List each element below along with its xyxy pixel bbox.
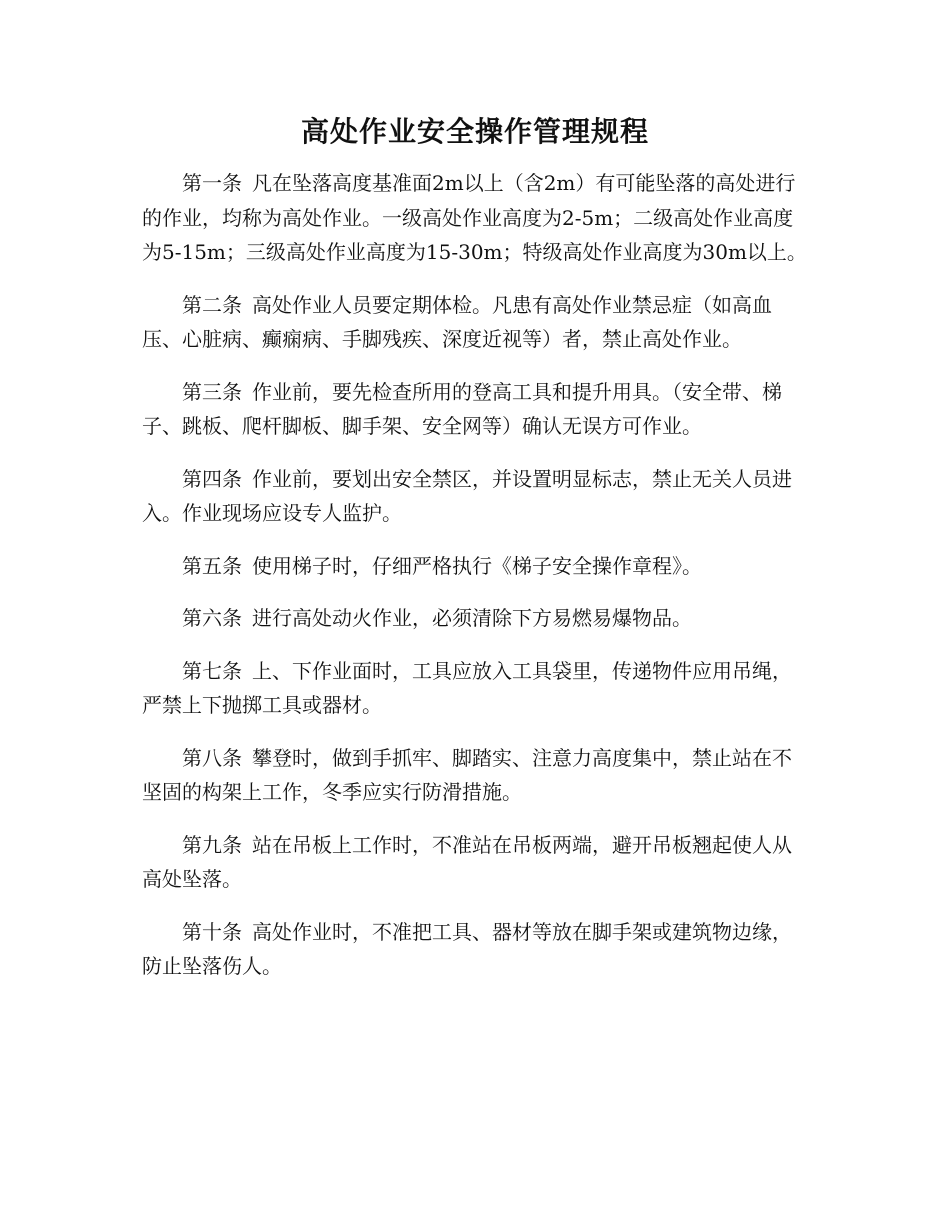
- article-2: [142, 288, 810, 357]
- article-number: 第九条: [182, 832, 242, 857]
- article-text: 作业前，要划出安全禁区，并设置明显标志，禁止无关人员进入。作业现场应设专人监护。: [142, 466, 792, 525]
- article-text: 使用梯子时，仔细严格执行《梯子安全操作章程》。: [252, 553, 702, 578]
- article-text: 进行高处动火作业，必须清除下方易燃易爆物品。: [252, 606, 692, 630]
- article-1: [142, 166, 810, 270]
- article-number: 第六条: [182, 606, 242, 630]
- article-text: 高处作业时，不准把工具、器材等放在脚手架或建筑物边缘，防止坠落伤人。: [142, 919, 792, 978]
- article-7: [142, 654, 810, 723]
- article-5: [142, 549, 810, 584]
- article-text: 高处作业人员要定期体检。凡患有高处作业禁忌症（如高血压、心脏病、癫痫病、手脚残疾、深度近视等）者，禁止高处作业。: [142, 292, 772, 351]
- article-number: 第十条: [182, 919, 242, 944]
- article-number: 第五条: [182, 553, 242, 578]
- article-text: 攀登时，做到手抓牢、脚踏实、注意力高度集中，禁止站在不坚固的构架上工作，冬季应实行防滑措施。: [142, 745, 792, 804]
- article-number: 第二条: [182, 292, 242, 317]
- document-title: 高处作业安全操作管理规程: [300, 115, 649, 148]
- article-number: 第七条: [182, 658, 242, 683]
- article-3: [142, 375, 810, 444]
- article-number: 第三条: [182, 379, 242, 404]
- article-text: 站在吊板上工作时，不准站在吊板两端，避开吊板翘起使人从高处坠落。: [142, 832, 792, 891]
- article-text: 上、下作业面时，工具应放入工具袋里，传递物件应用吊绳，严禁上下抛掷工具或器材。: [142, 658, 792, 717]
- article-text: 凡在坠落高度基准面2m以上（含2m）有可能坠落的高处进行的作业，均称为高处作业。一级高处作业高度为2-5m；二级高处作业高度为5-15m；三级高处作业高度为15-30m；特级高处作业高度为30m以上。: [142, 171, 807, 264]
- article-number: 第四条: [182, 466, 242, 491]
- article-10: [142, 915, 810, 984]
- article-9: [142, 828, 810, 897]
- article-text: 作业前，要先检查所用的登高工具和提升用具。（安全带、梯子、跳板、爬杆脚板、脚手架、安全网等）确认无误方可作业。: [142, 379, 782, 438]
- article-number: 第八条: [182, 745, 242, 770]
- article-number: 第一条: [182, 171, 242, 195]
- article-8: [142, 741, 810, 810]
- document-body: [142, 166, 810, 1002]
- article-6: [142, 601, 810, 636]
- article-4: [142, 462, 810, 531]
